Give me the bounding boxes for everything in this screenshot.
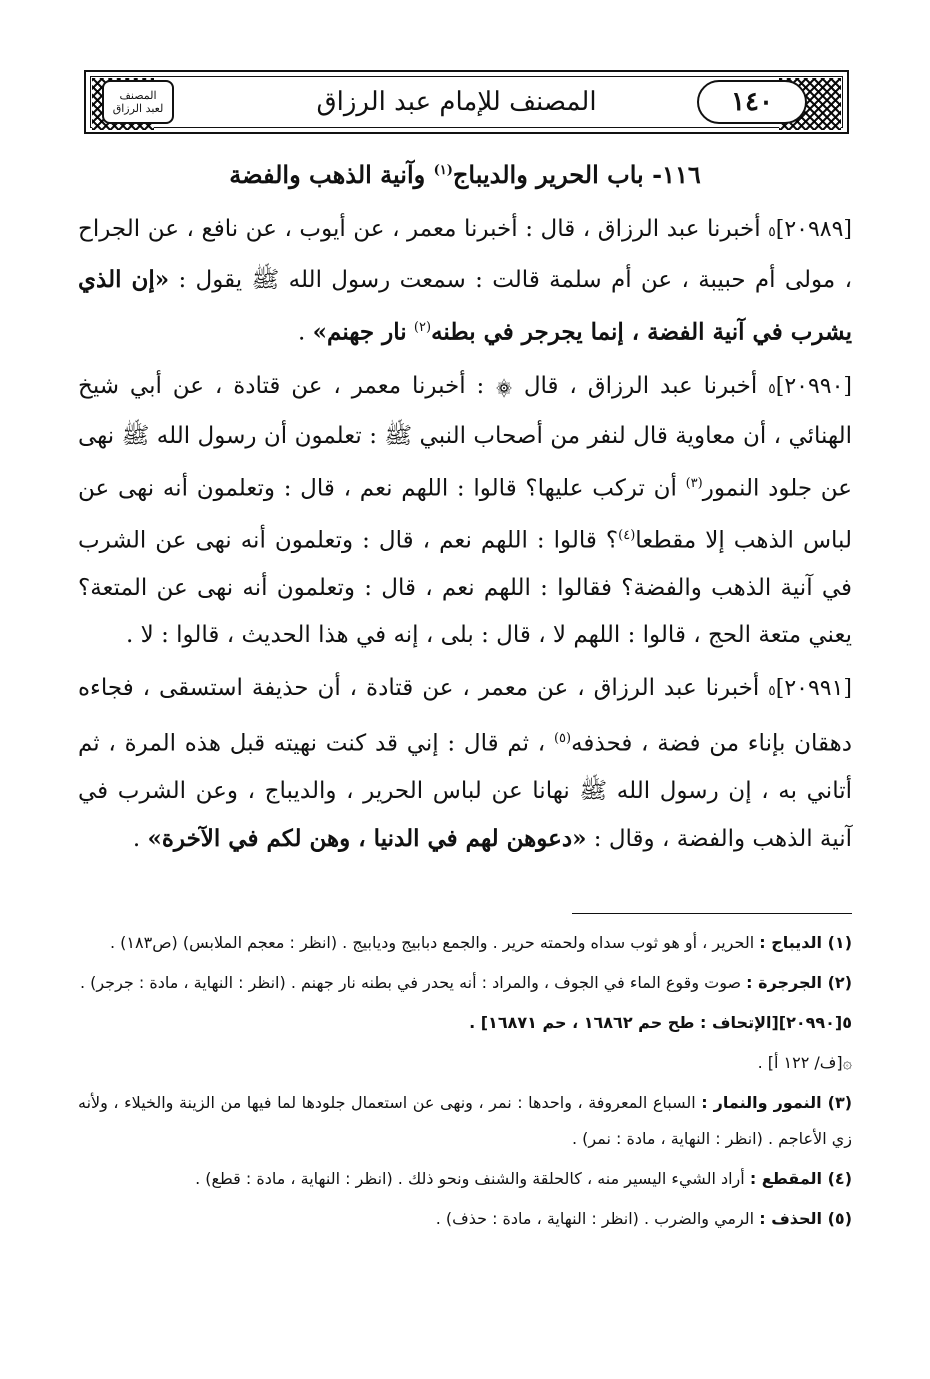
book-logo: المصنف لعبد الرزاق [102,80,174,124]
hadith-entry [78,363,852,659]
entry-tail: . [298,319,313,346]
entry-tail: . [132,825,148,852]
hadith-text-continued: ، ثم قال : إني قد كنت نهيته قبل هذه المرة ، ثم أتاني به ، إن رسول الله ﷺ نهانا عن لباس الحرير ، والديباج ، وعن الشرب في آنية الذهب والفضة ، وقال : [78,730,852,852]
footnote [78,1201,852,1237]
running-title: المصنف للإمام عبد الرزاق [316,87,597,117]
footnote-ref: (٣) [685,475,703,491]
entry-marker: ٥ [768,224,776,240]
footnote-text: [الإتحاف : طح حم ١٦٨٦٢ ، حم ١٦٨٧١] . [469,1013,779,1032]
hadith-number: [٢٠٩٩٠] [775,373,852,399]
footnote-text: الرمي والضرب . (انظر : النهاية ، مادة : حذف) . [435,1209,755,1228]
hadith-text: أخبرنا عبد الرزاق ، قال ۞ : أخبرنا معمر ، عن قتادة ، عن أبي شيخ الهنائي ، أن معاوية قال لنفر من أصحاب النبي ﷺ : تعلمون أن رسول الله ﷺ نهى عن جلود النمور [78,372,852,502]
entry-marker: ٥ [768,682,776,699]
hadith-number: [٢٠٩٨٩] [775,217,853,242]
footnote [78,1085,852,1157]
hadith-entry [78,665,852,863]
hadith-text: أخبرنا عبد الرزاق ، عن معمر ، عن قتادة ، أن حذيفة استسقى ، فجاءه دهقان بإناء من فضة ، فحذفه [78,674,853,757]
hadith-text-continued: أن تركب عليها؟ قالوا : اللهم نعم ، قال : وتعلمون أنه نهى عن لباس الذهب إلا مقطعا [78,475,853,554]
footnote-label: (٣) النمور والنمار : [701,1093,853,1112]
footnote-label: ٥[٢٠٩٩٠] [778,1013,852,1032]
footnote-ref: (٥) [553,730,572,746]
hadith-quote: «دعوهن لهم في الدنيا ، وهن لكم في الآخرة» [147,824,587,852]
footnote [78,1045,852,1081]
hadith-text-continued: ؟ قالوا : اللهم نعم ، قال : وتعلمون أنه نهى عن الشرب في آنية الذهب والفضة؟ فقالوا : اللهم نعم ، قال : وتعلمون أنه نهى عن المتعة؟ يعني متعة الحج ، قالوا : اللهم لا ، قال : بلى ، إنه في هذا الحديث ، قالوا : لا . [78,527,852,648]
footnote-ref: (٢) [413,320,432,335]
footnote-label: (٢) الجرجرة : [746,973,852,992]
footnote-text: صوت وقوع الماء في الجوف ، والمراد : أنه يحدر في بطنه نار جهنم . (انظر : النهاية ، مادة : جرجر) . [79,973,742,992]
footnote-text: الحرير ، أو هو ثوب سداه ولحمته حرير . والجمع دبابيج وديابيج . (انظر : معجم الملابس) (ص١٨٣) . [109,933,755,952]
footnote-text: السباع المعروفة ، واحدها : نمر ، ونهى عن استعمال جلودها لما فيها من الزينة والخيلاء ، ولأنه زي الأعاجم . (انظر : النهاية ، مادة : نمر) . [78,1093,852,1148]
entry-marker: ٥ [768,380,776,397]
footnote-label: (٥) الحذف : [759,1209,852,1228]
hadith-number: [٢٠٩٩١] [775,675,852,701]
footnote [78,925,852,961]
footnote-label: (٤) المقطع : [749,1169,852,1188]
footnote-ref: (١) [433,163,453,178]
footnote-label: (١) الديباج : [759,933,852,952]
footnote [78,1161,852,1197]
hadith-isnad: أخبرنا عبد الرزاق ، قال : أخبرنا معمر ، عن أيوب ، عن نافع ، عن الجراح ، مولى أم حبيبة ، عن أم سلمة قالت : سمعت رسول الله ﷺ يقول : [78,216,853,293]
footnote-separator [572,913,852,914]
hadith-entry [78,206,852,357]
footnote [78,1005,852,1041]
chapter-title-end: وآنية الذهب والفضة [229,160,426,189]
chapter-title [78,150,852,196]
chapter-title-start: ١١٦- باب الحرير والديباج [452,160,701,189]
footnote-ref: (٤) [618,528,636,544]
page-number: ١٤٠ [697,80,807,124]
footnote-text: أراد الشيء اليسير منه ، كالحلقة والشنف ونحو ذلك . (انظر : النهاية ، مادة : قطع) . [195,1169,745,1188]
main-text [78,150,852,869]
footnote-label: ۞[ف/ ١٢٢ أ] . [757,1053,852,1072]
footnotes [78,925,852,1241]
running-header [84,70,849,134]
hadith-quote: «إن الذي يشرب في آنية الفضة ، إنما يجرجر في بطنه [78,266,852,346]
hadith-quote-end: نار جهنم» [312,318,407,346]
footnote [78,965,852,1001]
